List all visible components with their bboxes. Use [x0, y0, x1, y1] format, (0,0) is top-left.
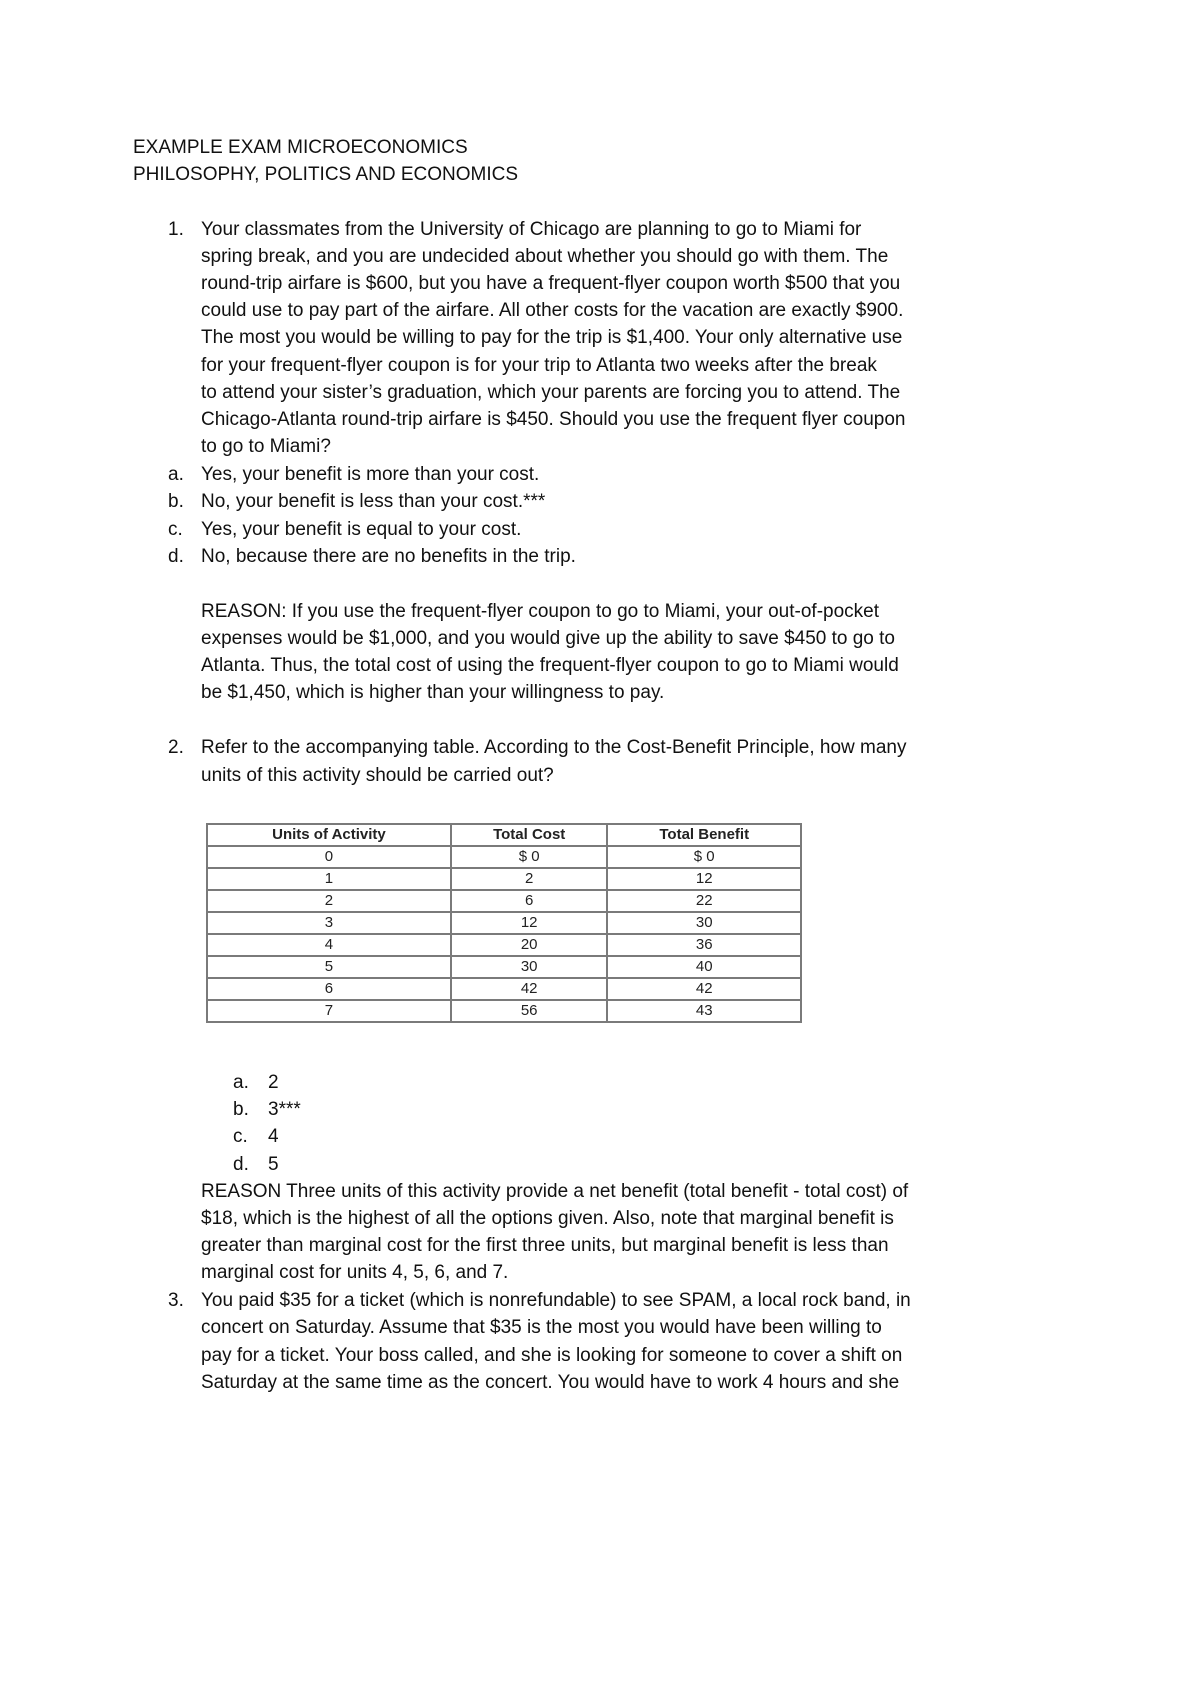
- question-text-line: Chicago-Atlanta round-trip airfare is $450. Should you use the frequent flyer coupon: [201, 409, 906, 430]
- option-letter: b.: [168, 491, 184, 512]
- question-text-line: Your classmates from the University of Chicago are planning to go to Miami for: [201, 219, 862, 240]
- question-text-line: could use to pay part of the airfare. All other costs for the vacation are exactly $900.: [201, 300, 904, 321]
- question-text-line: Saturday at the same time as the concert. You would have to work 4 hours and she: [201, 1372, 900, 1393]
- option-letter: d.: [168, 546, 184, 567]
- table-row: [207, 934, 801, 956]
- reason-line: greater than marginal cost for the first three units, but marginal benefit is less than: [201, 1235, 889, 1256]
- question-text-line: You paid $35 for a ticket (which is nonrefundable) to see SPAM, a local rock band, in: [201, 1290, 911, 1311]
- table-row: [207, 978, 801, 1000]
- option-text: 2: [268, 1072, 279, 1093]
- question-number: 2.: [168, 737, 184, 758]
- option-letter: d.: [233, 1154, 249, 1175]
- table-cell: 7: [207, 1000, 451, 1022]
- question-text-line: units of this activity should be carried out?: [201, 765, 554, 786]
- table-cell: 5: [207, 956, 451, 978]
- option-text: No, your benefit is less than your cost.***: [201, 491, 546, 512]
- option-letter: a.: [168, 464, 184, 485]
- question-text-line: to attend your sister’s graduation, which your parents are forcing you to attend. The: [201, 382, 901, 403]
- question-text-line: The most you would be willing to pay for the trip is $1,400. Your only alternative use: [201, 327, 903, 348]
- option-letter: b.: [233, 1099, 249, 1120]
- reason-line: Atlanta. Thus, the total cost of using the frequent-flyer coupon to go to Miami would: [201, 655, 899, 676]
- reason-line: $18, which is the highest of all the options given. Also, note that marginal benefit is: [201, 1208, 894, 1229]
- table-header-row: [207, 824, 801, 846]
- question-text-line: for your frequent-flyer coupon is for your trip to Atlanta two weeks after the break: [201, 355, 877, 376]
- option-text: Yes, your benefit is equal to your cost.: [201, 519, 522, 540]
- table-row: [207, 912, 801, 934]
- option-text: No, because there are no benefits in the trip.: [201, 546, 576, 567]
- exam-subtitle: PHILOSOPHY, POLITICS AND ECONOMICS: [133, 164, 519, 185]
- option-letter: c.: [168, 519, 183, 540]
- reason-line: be $1,450, which is higher than your willingness to pay.: [201, 682, 665, 703]
- table-cell: 36: [607, 934, 801, 956]
- reason-line: REASON Three units of this activity provide a net benefit (total benefit - total cost) of: [201, 1181, 909, 1202]
- table-row: [207, 1000, 801, 1022]
- table-cell: 43: [607, 1000, 801, 1022]
- table-cell: 1: [207, 868, 451, 890]
- reason-line: marginal cost for units 4, 5, 6, and 7.: [201, 1262, 509, 1283]
- column-header: Total Benefit: [607, 824, 801, 846]
- table-cell: 6: [451, 890, 608, 912]
- option-letter: a.: [233, 1072, 249, 1093]
- option-text: 4: [268, 1126, 279, 1147]
- table-cell: $ 0: [607, 846, 801, 868]
- table-cell: 12: [607, 868, 801, 890]
- table-cell: 0: [207, 846, 451, 868]
- table-cell: $ 0: [451, 846, 608, 868]
- table-cell: 22: [607, 890, 801, 912]
- question-text-line: to go to Miami?: [201, 436, 331, 457]
- table-cell: 56: [451, 1000, 608, 1022]
- option-letter: c.: [233, 1126, 248, 1147]
- option-text: 5: [268, 1154, 279, 1175]
- question-text-line: concert on Saturday. Assume that $35 is the most you would have been willing to: [201, 1317, 882, 1338]
- table-row: [207, 868, 801, 890]
- table-cell: 20: [451, 934, 608, 956]
- table-cell: 2: [207, 890, 451, 912]
- table-cell: 30: [451, 956, 608, 978]
- table-cell: 12: [451, 912, 608, 934]
- exam-title: EXAMPLE EXAM MICROECONOMICS: [133, 137, 468, 158]
- table-cell: 2: [451, 868, 608, 890]
- table-cell: 6: [207, 978, 451, 1000]
- table-cell: 4: [207, 934, 451, 956]
- table-row: [207, 890, 801, 912]
- option-text: 3***: [268, 1099, 301, 1120]
- question-number: 3.: [168, 1290, 184, 1311]
- question-text-line: spring break, and you are undecided about whether you should go with them. The: [201, 246, 889, 267]
- table-cell: 30: [607, 912, 801, 934]
- table-row: [207, 846, 801, 868]
- column-header: Total Cost: [451, 824, 608, 846]
- table-cell: 40: [607, 956, 801, 978]
- question-number: 1.: [168, 219, 184, 240]
- option-text: Yes, your benefit is more than your cost.: [201, 464, 540, 485]
- reason-line: expenses would be $1,000, and you would give up the ability to save $450 to go to: [201, 628, 895, 649]
- reason-line: REASON: If you use the frequent-flyer coupon to go to Miami, your out-of-pocket: [201, 601, 879, 622]
- question-text-line: round-trip airfare is $600, but you have a frequent-flyer coupon worth $500 that you: [201, 273, 901, 294]
- cost-benefit-table: [206, 823, 802, 1023]
- question-text-line: pay for a ticket. Your boss called, and she is looking for someone to cover a shift on: [201, 1345, 903, 1366]
- question-text-line: Refer to the accompanying table. According to the Cost-Benefit Principle, how many: [201, 737, 907, 758]
- table-row: [207, 956, 801, 978]
- table-cell: 42: [451, 978, 608, 1000]
- column-header: Units of Activity: [207, 824, 451, 846]
- table-cell: 42: [607, 978, 801, 1000]
- table-cell: 3: [207, 912, 451, 934]
